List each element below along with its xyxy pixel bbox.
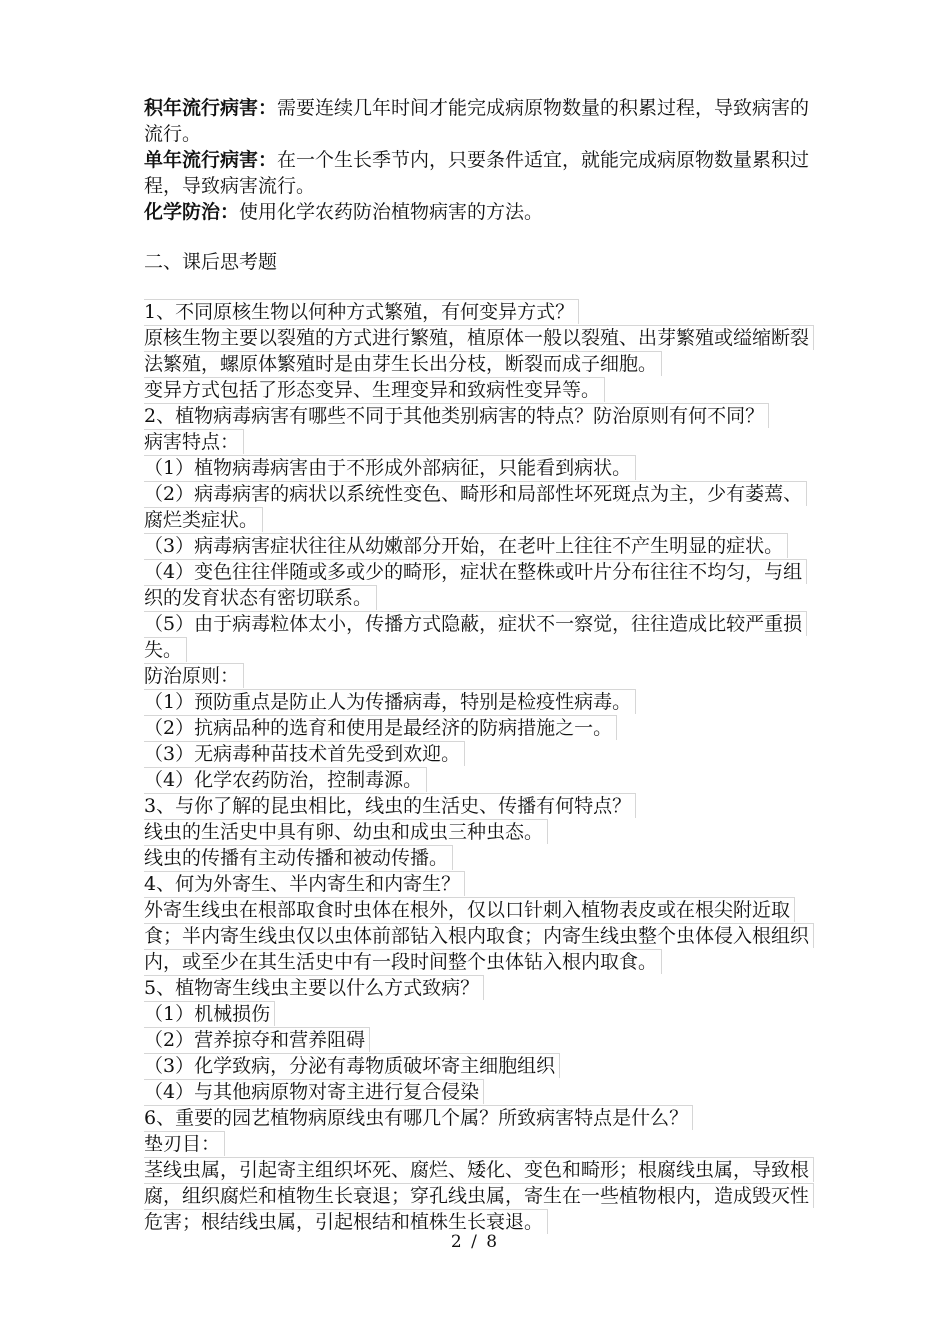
text-line: 5、植物寄生线虫主要以什么方式致病？	[144, 975, 484, 1000]
text-line: 3、与你了解的昆虫相比，线虫的生活史、传播有何特点？	[144, 793, 636, 818]
text-line: 线虫的传播有主动传播和被动传播。	[144, 845, 453, 870]
question-list	[144, 299, 819, 1234]
definition-item	[144, 95, 819, 147]
text-line: 2、植物病毒病害有哪些不同于其他类别病害的特点？防治原则有何不同？	[144, 403, 769, 428]
definition-text: 使用化学农药防治植物病害的方法。	[239, 201, 544, 223]
definition-sep: ：	[258, 149, 278, 171]
text-line: 病害特点：	[144, 429, 244, 454]
text-line: （2）营养掠夺和营养阻碍	[144, 1027, 370, 1052]
text-line: 织的发育状态有密切联系。	[144, 585, 377, 610]
definition-term: 化学防治	[144, 201, 221, 223]
text-line: （1）植物病毒病害由于不形成外部病征，只能看到病状。	[144, 455, 636, 480]
text-line: 防治原则：	[144, 663, 244, 688]
definition-item	[144, 199, 819, 225]
text-line: 茎线虫属，引起寄主组织坏死、腐烂、矮化、变色和畸形；根腐线虫属，导致根	[144, 1157, 814, 1182]
text-line: 失。	[144, 637, 187, 662]
text-line: （5）由于病毒粒体太小，传播方式隐蔽，症状不一察觉，往往造成比较严重损	[144, 611, 807, 636]
definition-text: 需要连续几年时间才能完成病原物数量的积累过程，导致病害的流行。	[144, 97, 810, 145]
text-line: （3）无病毒种苗技术首先受到欢迎。	[144, 741, 465, 766]
definition-term: 单年流行病害	[144, 149, 259, 171]
definition-term: 积年流行病害	[144, 97, 259, 119]
text-line: 内，或至少在其生活史中有一段时间整个虫体钻入根内取食。	[144, 949, 662, 974]
text-line: 外寄生线虫在根部取食时虫体在根外，仅以口针刺入植物表皮或在根尖附近取	[144, 897, 795, 922]
definitions	[144, 95, 819, 225]
definition-text: 在一个生长季节内，只要条件适宜，就能完成病原物数量累积过程，导致病害流行。	[144, 149, 810, 197]
text-line: （1）预防重点是防止人为传播病毒，特别是检疫性病毒。	[144, 689, 636, 714]
definition-sep: ：	[258, 97, 278, 119]
text-line: （2）病毒病害的病状以系统性变色、畸形和局部性坏死斑点为主，少有萎蔫、	[144, 481, 807, 506]
text-line: 4、何为外寄生、半内寄生和内寄生？	[144, 871, 465, 896]
text-line: （3）病毒病害症状往往从幼嫩部分开始，在老叶上往往不产生明显的症状。	[144, 533, 788, 558]
text-line: （1）机械损伤	[144, 1001, 275, 1026]
text-line: （4）化学农药防治，控制毒源。	[144, 767, 427, 792]
text-line: （3）化学致病，分泌有毒物质破坏寄主细胞组织	[144, 1053, 560, 1078]
text-line: 危害；根结线虫属，引起根结和植株生长衰退。	[144, 1209, 548, 1234]
text-line: 法繁殖，螺原体繁殖时是由芽生长出分枝，断裂而成子细胞。	[144, 351, 662, 376]
definition-sep: ：	[220, 201, 240, 223]
text-line: 垫刃目：	[144, 1131, 225, 1156]
text-line: 食；半内寄生线虫仅以虫体前部钻入根内取食；内寄生线虫整个虫体侵入根组织	[144, 923, 814, 948]
text-line: 腐，组织腐烂和植物生长衰退；穿孔线虫属，寄生在一些植物根内，造成毁灭性	[144, 1183, 814, 1208]
text-line: 6、重要的园艺植物病原线虫有哪几个属？所致病害特点是什么？	[144, 1105, 693, 1130]
definition-item	[144, 147, 819, 199]
text-line: 线虫的生活史中具有卵、幼虫和成虫三种虫态。	[144, 819, 548, 844]
text-line: 变异方式包括了形态变异、生理变异和致病性变异等。	[144, 377, 605, 402]
text-line: 腐烂类症状。	[144, 507, 263, 532]
text-line: 原核生物主要以裂殖的方式进行繁殖，植原体一般以裂殖、出芽繁殖或缢缩断裂	[144, 325, 814, 350]
section-title: 二、课后思考题	[144, 251, 278, 273]
document-page	[144, 95, 819, 1235]
text-line: 1、不同原核生物以何种方式繁殖，有何变异方式？	[144, 299, 579, 324]
text-line: （2）抗病品种的选育和使用是最经济的防病措施之一。	[144, 715, 617, 740]
page-number: 2 / 8	[450, 1232, 500, 1252]
text-line: （4）变色往往伴随或多或少的畸形，症状在整株或叶片分布往往不均匀，与组	[144, 559, 807, 584]
text-line: （4）与其他病原物对寄主进行复合侵染	[144, 1079, 484, 1104]
